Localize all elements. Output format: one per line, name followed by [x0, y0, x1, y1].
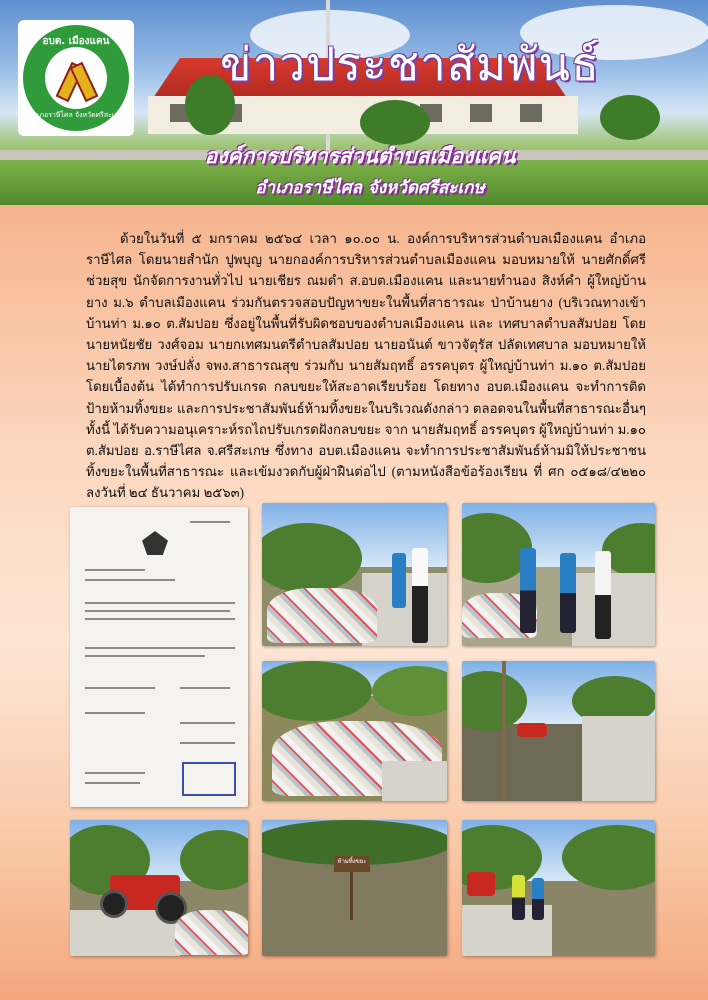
- news-article: [86, 228, 646, 504]
- sign-post: [350, 872, 353, 920]
- person: [520, 548, 536, 633]
- person: [560, 553, 576, 633]
- text-line: [85, 655, 205, 657]
- text-line: [85, 712, 145, 714]
- site-inspection-photo-1: [262, 503, 447, 646]
- logo-bottom-text: อำเภอราษีไศล จังหวัดศรีสะเกษ: [28, 111, 124, 119]
- person: [512, 875, 525, 920]
- tractor-grading-photo-2: [70, 820, 248, 956]
- garuda-emblem-icon: [142, 531, 168, 555]
- window: [470, 104, 492, 122]
- text-line: [85, 772, 145, 774]
- org-logo: [18, 20, 134, 136]
- site-inspection-photo-2: [462, 503, 655, 646]
- garbage-pile: [267, 588, 377, 643]
- no-dumping-sign-photo: [262, 820, 447, 956]
- text-line: [85, 569, 145, 571]
- logo-top-text: อบต. เมืองแคน: [42, 36, 110, 47]
- tractor-wheel: [100, 890, 128, 918]
- tree: [600, 95, 660, 140]
- page-title: ข่าวประชาสัมพันธ์: [220, 37, 601, 91]
- text-line: [180, 722, 235, 724]
- text-line: [190, 521, 230, 523]
- text-line: [85, 602, 235, 604]
- text-line: [85, 618, 235, 620]
- person: [595, 551, 611, 639]
- person: [412, 548, 428, 643]
- article-body: ด้วยในวันที่ ๕ มกราคม ๒๕๖๔ เวลา ๑๐.๐๐ น. องค์การบริหารส่วนตำบลเมืองแคน อำเภอราษีไศล โดยนายสำนัก ปูพบุญ นายกองค์การบริหารส่วนตำบลเมืองแคน มอบหมายให้ นายศักดิ์ศรี ช่วยสุข นักจัดการงานทั่วไป นายเชียร ณมดำ ส.อบต.เมืองแคน และนายทำนอง สิงห์คำ ผู้ใหญ่บ้านยาง ม.๖ ตำบลเมืองแคน ร่วมกันตรวจสอบปัญหาขยะในพื้นที่สาธารณะ ป่าบ้านยาง (บริเวณทางเข้าบ้านท่า ม.๑๐ ต.สัมปอย ซึ่งอยู่ในพื้นที่รับผิดชอบของตำบลเมืองแคน และ เทศบาลตำบลสัมปอย โดยนายหนัยชัย วงศ์จอม นายกเทศมนตรีตำบลสัมปอย นายอนันต์ ขาวจัตุรัส ปลัดเทศบาล มอบหมายให้ นายไตรภพ วงษ์ปลั่ง จพง.สาธารณสุข ร่วมกับ นายสัมฤทธิ์ อรรคบุตร ผู้ใหญ่บ้านท่า ม.๑๐ ต.สัมปอย โดยเบื้องต้น ได้ทำการปรับเกรด กลบขยะให้สะอาดเรียบร้อย โดยทาง อบต.เมืองแคน จะทำการติดป้ายห้ามทิ้งขยะ และการประชาสัมพันธ์ห้ามทิ้งขยะในบริเวณดังกล่าว ตลอดจนในพื้นที่สาธารณะอื่นๆ ทั้งนี้ ได้รับความอนุเคราะห์รถไถปรับเกรดฝังกลบขยะ จาก นายสัมฤทธิ์ อรรคบุตร ผู้ใหญ่บ้านท่า ม.๑๐ ต.สัมปอย อ.ราษีไศล จ.ศรีสะเกษ ซึ่งทาง อบต.เมืองแคน จะทำการประชาสัมพันธ์ห้ามมิให้ประชาชนทิ้งขยะในพื้นที่สาธารณะ และเข้มงวดกับผู้ฝ่าฝืนต่อไป (ตามหนังสือข้อร้องเรียน ที่ ศก ๐๕๑๘/๔๒๒๐ ลงวันที่ ๒๔ ธันวาคม ๒๕๖๓): [86, 231, 646, 501]
- person: [532, 878, 544, 920]
- text-line: [180, 687, 230, 689]
- window: [520, 104, 542, 122]
- text-line: [85, 647, 235, 649]
- tractor-grading-photo-1: [462, 661, 655, 801]
- road: [382, 761, 447, 801]
- header-banner: [0, 0, 708, 205]
- logo-ring: [23, 25, 129, 131]
- no-dumping-sign: ห้ามทิ้งขยะ: [334, 856, 370, 872]
- text-line: [85, 687, 155, 689]
- site-after-grading-photo: [462, 820, 655, 956]
- text-line: [85, 579, 175, 581]
- tree-trunk: [502, 661, 506, 801]
- text-line: [85, 610, 230, 612]
- garbage-dump-photo: [262, 661, 447, 801]
- tree: [360, 100, 430, 145]
- complaint-letter-photo: [70, 507, 248, 807]
- logo-emblem: [45, 47, 107, 109]
- road: [572, 573, 655, 646]
- organization-location: อำเภอราษีไศล จังหวัดศรีสะเกษ: [255, 178, 485, 198]
- organization-name: องค์การบริหารส่วนตำบลเมืองแคน: [204, 143, 516, 168]
- stamp: [182, 762, 236, 796]
- text-line: [180, 742, 235, 744]
- person: [392, 553, 406, 608]
- road: [582, 716, 655, 801]
- tractor: [467, 872, 495, 896]
- garbage-pile: [175, 910, 248, 955]
- text-line: [85, 782, 140, 784]
- tractor: [517, 723, 547, 737]
